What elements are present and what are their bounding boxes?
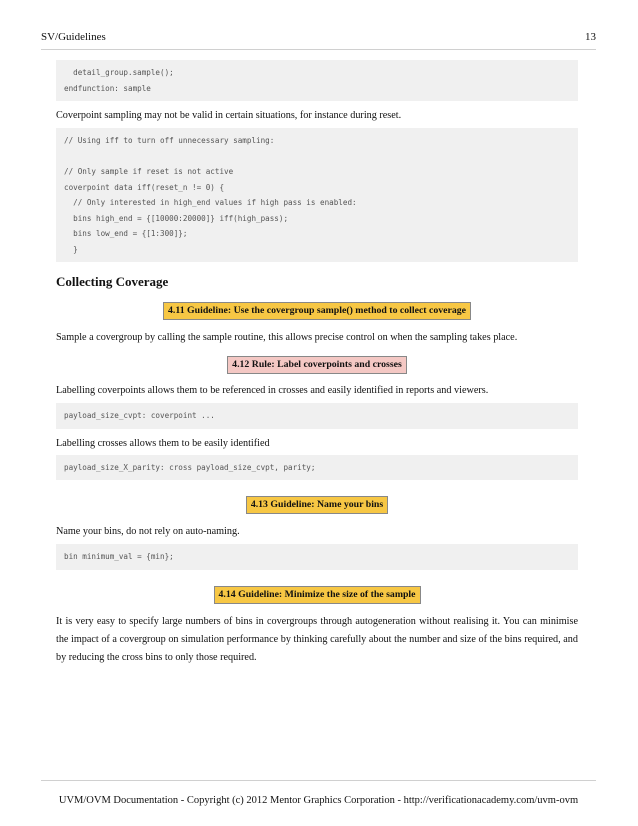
rule-banner-wrap — [56, 354, 578, 374]
code-line: bins low_end = {[1:300]}; — [64, 229, 188, 238]
section-heading: Collecting Coverage — [56, 274, 169, 289]
header-divider — [41, 49, 596, 50]
paragraph: It is very easy to specify large numbers of bins in covergroups through autogeneration without realising it. You can minimise the impact of a covergroup on simulation performance by thinking carefully about the number and size of the bins required, and by reducing the cross bins to only those required. — [56, 615, 578, 663]
code-block — [56, 403, 578, 429]
page-header — [41, 31, 596, 45]
guideline-banner-wrap — [56, 584, 578, 604]
code-line: } — [64, 244, 78, 254]
code-line: bin minimum_val = {min}; — [64, 552, 174, 561]
code-block — [56, 455, 578, 481]
paragraph: Sample a covergroup by calling the sample routine, this allows precise control on when the sampling takes place. — [56, 332, 518, 343]
guideline-banner-wrap — [56, 300, 578, 320]
code-block — [56, 60, 578, 101]
code-line: // Only sample if reset is not active — [64, 167, 234, 176]
code-block — [56, 128, 578, 262]
guideline-banner: 4.13 Guideline: Name your bins — [246, 496, 388, 514]
guideline-banner: 4.14 Guideline: Minimize the size of the sample — [214, 586, 421, 604]
code-line: coverpoint data iff(reset_n != 0) { — [64, 182, 225, 192]
code-line — [64, 149, 570, 165]
code-block — [56, 544, 578, 570]
footer-divider — [41, 780, 596, 781]
code-line: payload_size_X_parity: cross payload_size_cvpt, parity; — [64, 462, 316, 472]
page-number: 13 — [585, 31, 596, 43]
paragraph: Coverpoint sampling may not be valid in certain situations, for instance during reset. — [56, 110, 402, 121]
code-line: payload_size_cvpt: coverpoint ... — [64, 411, 215, 420]
paragraph: Labelling crosses allows them to be easily identified — [56, 437, 270, 449]
header-title: SV/Guidelines — [41, 31, 106, 43]
code-line: endfunction: sample — [64, 83, 151, 93]
guideline-banner: 4.11 Guideline: Use the covergroup sample() method to collect coverage — [163, 302, 471, 320]
paragraph: Labelling coverpoints allows them to be referenced in crosses and easily identified in reports and viewers. — [56, 385, 489, 396]
paragraph: Name your bins, do not rely on auto-naming. — [56, 526, 240, 537]
page-footer: UVM/OVM Documentation - Copyright (c) 2012 Mentor Graphics Corporation - http://verificationacademy.com/uvm-ovm — [58, 795, 579, 806]
guideline-banner-wrap — [56, 494, 578, 514]
code-line: bins high_end = {[10000:20000]} iff(high_pass); — [64, 213, 289, 223]
page-content — [56, 60, 578, 667]
code-line: // Using iff to turn off unnecessary sampling: — [64, 136, 275, 145]
code-line: detail_group.sample(); — [64, 68, 174, 77]
code-line: // Only interested in high_end values if high pass is enabled: — [64, 198, 357, 207]
rule-banner: 4.12 Rule: Label coverpoints and crosses — [227, 356, 407, 374]
